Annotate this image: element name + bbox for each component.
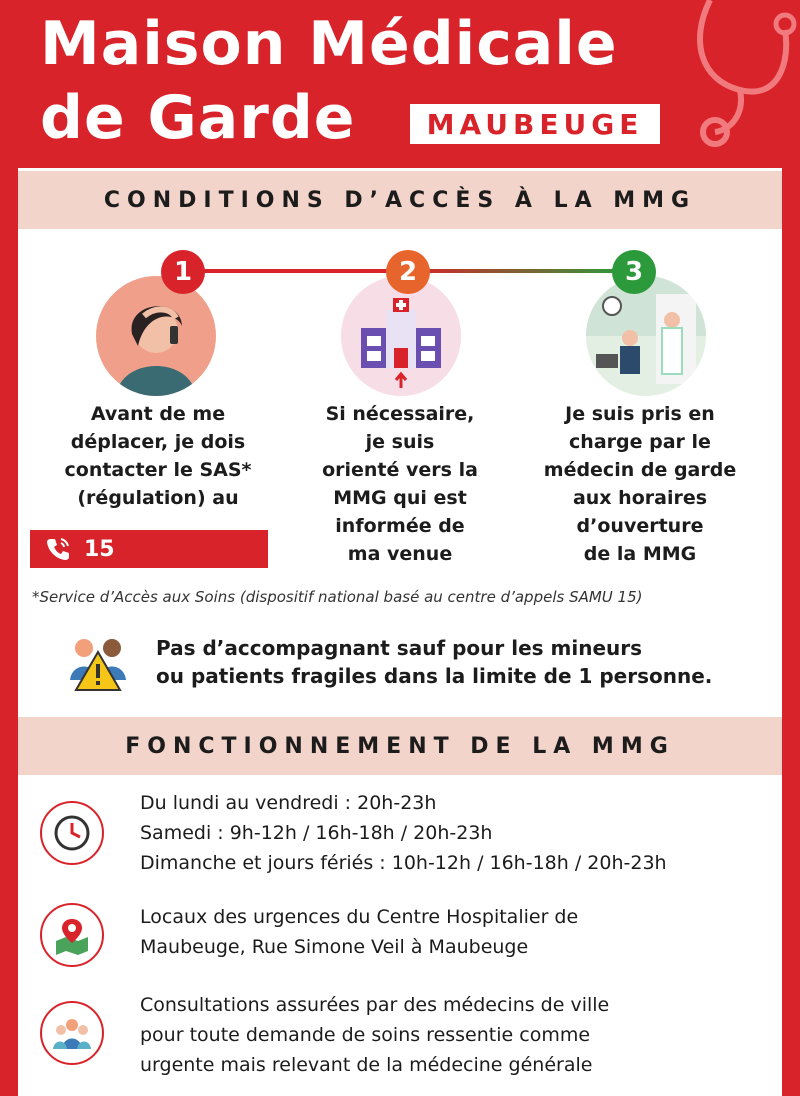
warning-people-icon (66, 630, 130, 694)
doctor-waiting-room-icon (586, 276, 706, 396)
location-text: Locaux des urgences du Centre Hospitalier de Maubeuge, Rue Simone Veil à Maubeuge (140, 906, 579, 958)
step-1-text: Avant de me déplacer, je dois contacter le SAS* (régulation) au (64, 403, 252, 509)
stethoscope-icon (690, 0, 800, 150)
step-3-text: Je suis pris en charge par le médecin de garde aux horaires d’ouverture de la MMG (543, 403, 737, 565)
clock-icon (40, 801, 104, 865)
header (0, 0, 800, 168)
hospital-building-icon (341, 276, 461, 396)
phone-icon (44, 535, 72, 563)
city-badge: MAUBEUGE (410, 104, 660, 144)
step-connector (193, 269, 408, 273)
step-connector (408, 269, 623, 273)
consultation-text: Consultations assurées par des médecins de ville pour toute demande de soins ressentie comme urgente mais relevant de la médecine générale (140, 994, 610, 1076)
map-pin-icon (40, 903, 104, 967)
content-panel (18, 168, 782, 1096)
access-heading: CONDITIONS D’ACCÈS À LA MMG (18, 171, 782, 229)
phone-number: 15 (84, 536, 115, 562)
step-number-3: 3 (612, 250, 656, 294)
doctors-group-icon (40, 1001, 104, 1065)
opening-hours: Du lundi au vendredi : 20h-23h Samedi : 9h-12h / 16h-18h / 20h-23h Dimanche et jours fériés : 10h-12h / 16h-18h / 20h-23h (140, 792, 667, 874)
page-title-line2: de Garde (40, 83, 356, 153)
warning-text: Pas d’accompagnant sauf pour les mineurs ou patients fragiles dans la limite de 1 personne. (156, 636, 713, 688)
page-title-line1: Maison Médicale (40, 9, 618, 79)
worried-person-phone-icon (96, 276, 216, 396)
step-2-text: Si nécessaire, je suis orienté vers la MMG qui est informée de ma venue (322, 403, 478, 565)
step-number-2: 2 (386, 250, 430, 294)
operation-heading: FONCTIONNEMENT DE LA MMG (18, 717, 782, 775)
emergency-phone-badge[interactable] (30, 530, 268, 568)
footnote: *Service d’Accès aux Soins (dispositif national basé au centre d’appels SAMU 15) (32, 588, 643, 606)
step-number-1: 1 (161, 250, 205, 294)
